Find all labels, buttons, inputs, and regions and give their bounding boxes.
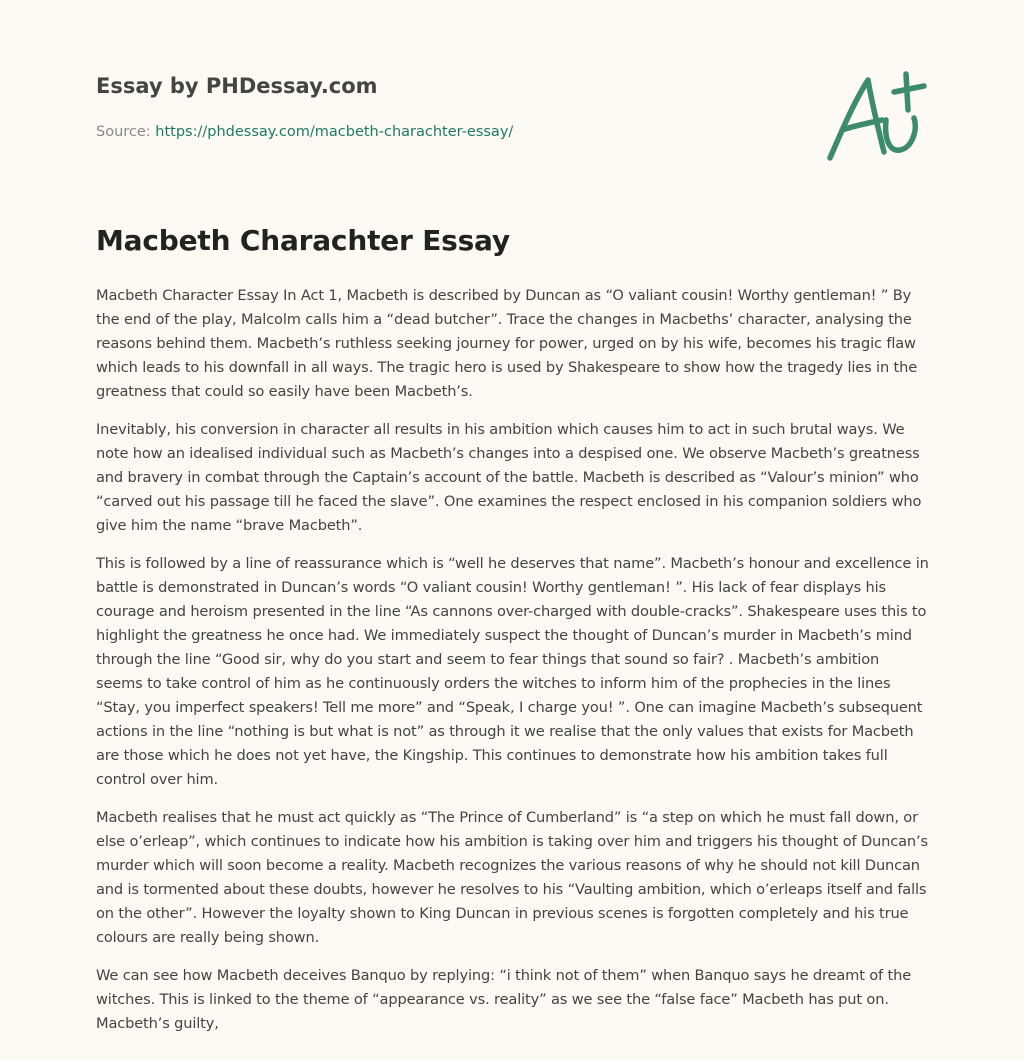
essay-paragraph: Macbeth Character Essay In Act 1, Macbeth is described by Duncan as “O valiant cousin! Worthy gentleman! ” By the end of the play, Malcolm calls him a “dead butcher”. Trace the changes in Macbeths’ character, analysing the reasons behind them. Macbeth’s ruthless seeking journey for power, urged on by his wife, becomes his tragic flaw which leads to his downfall in all ways. The tragic hero is used by Shakespeare to show how the tragedy lies in the greatness that could so easily have been Macbeth’s.: [96, 287, 918, 400]
essay-paragraph: Inevitably, his conversion in character all results in his ambition which causes him to act in such brutal ways. We note how an idealised individual such as Macbeth’s changes into a despised one. We observe Macbeth’s greatness and bravery in combat through the Captain’s account of the battle. Macbeth is described as “Valour’s minion” who “carved out his passage till he faced the slave”. One examines the respect enclosed in his companion soldiers who give him the name “brave Macbeth”.: [96, 421, 922, 534]
site-brand: Essay by PHDessay.com: [96, 74, 378, 98]
essay-paragraph: We can see how Macbeth deceives Banquo by replying: “i think not of them” when Banquo says he dreamt of the witches. This is linked to the theme of “appearance vs. reality” as we see the “false face” Macbeth has put on. Macbeth’s guilty,: [96, 967, 912, 1032]
a-plus-logo-icon: [820, 66, 932, 166]
essay-title: Macbeth Charachter Essay: [96, 224, 510, 257]
source-line: [96, 124, 513, 140]
source-label: Source:: [96, 124, 156, 140]
essay-paragraph: This is followed by a line of reassurance which is “well he deserves that name”. Macbeth’s honour and excellence in battle is demonstrated in Duncan’s words “O valiant cousin! Worthy gentleman! ”. His lack of fear displays his courage and heroism presented in the line “As cannons over-charged with double-cracks”. Shakespeare uses this to highlight the greatness he once had. We immediately suspect the thought of Duncan’s murder in Macbeth’s mind through the line “Good sir, why do you start and seem to fear things that sound so fair? . Macbeth’s ambition seems to take control of him as he continuously orders the witches to inform him of the prophecies in the lines “Stay, you imperfect speakers! Tell me more” and “Speak, I charge you! ”. One can imagine Macbeth’s subsequent actions in the line “nothing is but what is not” as through it we realise that the only values that exists for Macbeth are those which he does not yet have, the Kingship. This continues to demonstrate how his ambition takes full control over him.: [96, 555, 929, 788]
source-link[interactable]: https://phdessay.com/macbeth-charachter-essay/: [155, 124, 514, 140]
essay-body: [96, 284, 930, 1050]
essay-paragraph: Macbeth realises that he must act quickly as “The Prince of Cumberland” is “a step on which he must fall down, or else o’erleap”, which continues to indicate how his ambition is taking over him and triggers his thought of Duncan’s murder which will soon become a reality. Macbeth recognizes the various reasons of why he should not kill Duncan and is tormented about these doubts, however he resolves to his “Vaulting ambition, which o’erleaps itself and falls on the other”. However the loyalty shown to King Duncan in previous scenes is forgotten completely and his true colours are really being shown.: [96, 809, 928, 946]
